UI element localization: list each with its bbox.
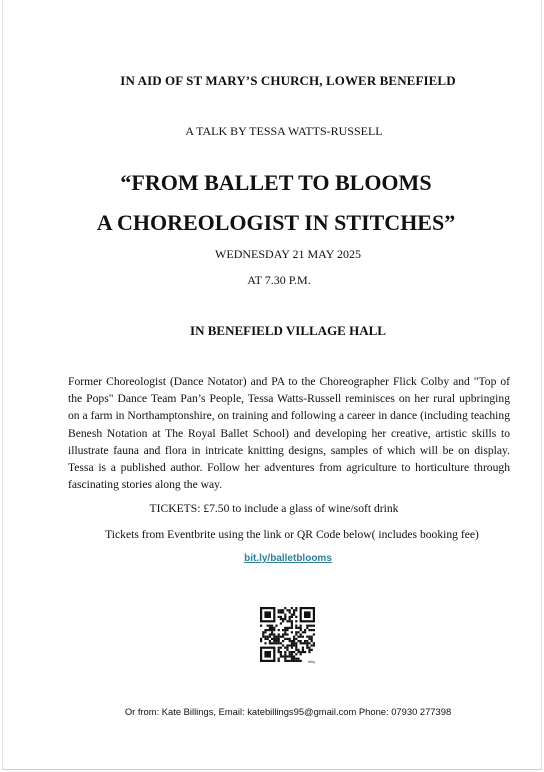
contact-details: Or from: Kate Billings, Email: katebillings95@gmail.com Phone: 07930 277398 <box>124 706 452 717</box>
speaker-line: A TALK BY TESSA WATTS-RUSSELL <box>185 124 383 138</box>
charity-header: IN AID OF ST MARY’S CHURCH, LOWER BENEFIELD <box>120 73 456 88</box>
talk-title-line-2: A CHOREOLOGIST IN STITCHES” <box>96 210 456 235</box>
qr-code-icon[interactable] <box>258 605 318 665</box>
qr-caption: bitly <box>308 659 316 664</box>
event-date: WEDNESDAY 21 MAY 2025 <box>215 247 361 261</box>
talk-description: Former Choreologist (Dance Notator) and PA to the Choreographer Flick Colby and "Top of the Pops" Dance Team Pan’s People, Tessa Watts-Russell reminisces on her rural upbringing on a farm in Northamptonshire, on training and following a career in dance (including teaching Benesh Notation at The Royal Ballet School) and developing her creative, artistic skills to illustrate fauna and flora in intricate knitting designs, samples of which will be on display. Tessa is a published author. Follow her adventures from agriculture to horticulture through fascinating stories along the way. <box>68 375 510 492</box>
event-venue: IN BENEFIELD VILLAGE HALL <box>190 323 386 338</box>
ticket-price: TICKETS: £7.50 to include a glass of wine/soft drink <box>149 502 399 515</box>
qr-code-graphic <box>258 605 318 665</box>
talk-title-line-1: “FROM BALLET TO BLOOMS <box>120 170 432 195</box>
eventbrite-info: Tickets from Eventbrite using the link or QR Code below( includes booking fee) <box>105 528 479 541</box>
event-time: AT 7.30 P.M. <box>247 273 311 287</box>
booking-link[interactable]: bit.ly/balletblooms <box>244 553 332 564</box>
